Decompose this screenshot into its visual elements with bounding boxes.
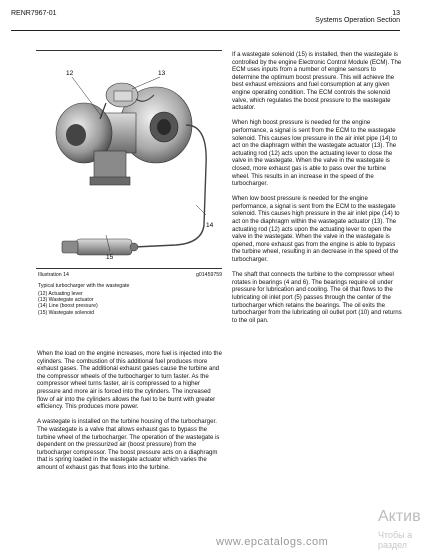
section-title: Systems Operation Section: [315, 17, 400, 24]
legend-item: (13) Wastegate actuator: [38, 297, 94, 304]
doc-id: RENR7967-01: [11, 10, 57, 17]
activation-title: Актив: [378, 508, 421, 525]
illustration-code: g01459759: [196, 272, 222, 278]
legend-list: [38, 291, 222, 316]
paragraph: The shaft that connects the turbine to the compressor wheel rotates in bearings (4 and 6). The bearings require oil under pressure for lubrication and cooling. The oil that flows to the lubricating oil inlet port (5) passes through the center of the turbocharger which retains the bearings. The oil exits the turbocharger from the lubricating oil outlet port (10) and returns to the oil pan.: [232, 271, 402, 324]
paragraph: If a wastegate solenoid (15) is installed, then the wastegate is controlled by the engine Electronic Control Module (ECM). The ECM uses inputs from a number of engine sensors to determine the optimum boost pressure. This will achieve the best exhaust emissions and fuel consumption at any given engine operating condition. The ECM controls the solenoid valve, which regulates the boost pressure to the wastegate actuator.: [232, 51, 402, 112]
illustration-label: Illustration 14: [38, 272, 69, 278]
activation-subtext: [378, 530, 412, 550]
callout-15: 15: [106, 254, 114, 261]
caption-text: Typical turbocharger with the wastegate: [38, 282, 130, 289]
callout-13: 13: [158, 70, 166, 77]
figure-bottom-rule: [36, 268, 222, 269]
paragraph: When high boost pressure is needed for the engine performance, a signal is sent from the ECM to the wastegate solenoid. This causes low pressure in the air inlet pipe (14) to act on the diaphragm within the wastegate actuator (13). The actuating rod (12) acts upon the actuating lever to close the valve in the wastegate. When the valve in the wastegate is closed, more exhaust gas is able to pass over the turbine wheel. This results in an increase in the speed of the turbocharger.: [232, 119, 398, 188]
paragraph: When the load on the engine increases, more fuel is injected into the cylinders. The combustion of this additional fuel produces more exhaust gases. The additional exhaust gases cause the turbine and the compressor wheels of the turbocharger to turn faster. As the compressor wheel turns faster, air is compressed to a higher pressure and more air is forced into the cylinders. The increased flow of air into the cylinders allows the fuel to be burnt with greater efficiency. This produces more power.: [37, 350, 222, 411]
header-divider: [11, 30, 400, 31]
figure-caption: [38, 272, 222, 316]
page-header: [315, 10, 400, 24]
turbocharger-illustration: [36, 55, 222, 270]
legend-item: (12) Actuating lever: [38, 291, 83, 297]
activation-line: Чтобы а: [378, 530, 413, 540]
paragraph: A wastegate is installed on the turbine housing of the turbocharger. The wastegate is a valve that allows exhaust gas to bypass the turbine wheel of the turbocharger. The operation of the wastegate is dependent on the pressurized air (boost pressure) from the turbocharger compressor. The boost pressure acts on a diaphragm that is spring loaded in the wastegate actuator which varies the amount of exhaust gas that flows into the turbine.: [37, 418, 220, 471]
page-number: 13: [392, 10, 400, 17]
callout-14: 14: [206, 222, 214, 229]
legend-item: (15) Wastegate solenoid: [38, 309, 95, 316]
figure-top-rule: [36, 50, 222, 51]
watermark: www.epcatalogs.com: [216, 536, 329, 548]
left-column: [37, 350, 223, 479]
activation-line: раздел: [378, 540, 408, 550]
callout-12: 12: [66, 70, 74, 77]
right-column: [232, 51, 402, 332]
legend-item: (14) Line (boost pressure): [38, 303, 98, 310]
paragraph: When low boost pressure is needed for the engine performance, a signal is sent from the ECM to the wastegate solenoid. This causes high pressure in the air inlet pipe (14) to act on the diaphragm within the wastegate actuator (13). The actuating rod (12) acts upon the actuating lever to open the valve in the wastegate. When the valve in the wastegate is opened, more exhaust gas from the engine is able to bypass the turbine wheel, resulting in an decrease in the speed of the turbocharger.: [232, 195, 400, 264]
